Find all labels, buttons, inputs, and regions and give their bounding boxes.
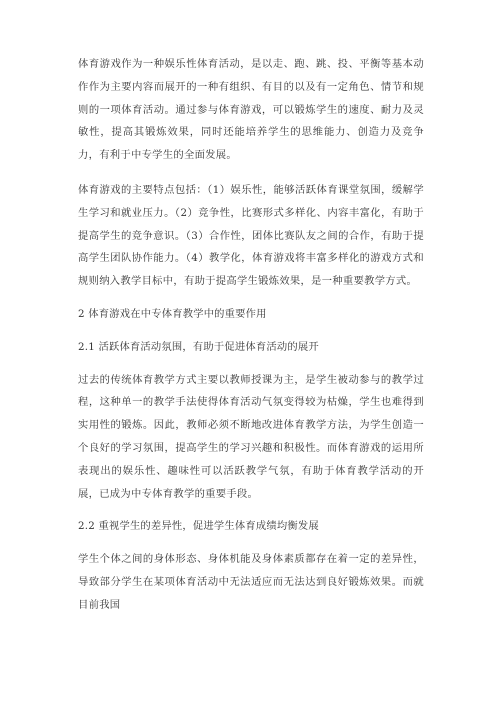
features-paragraph: 体育游戏的主要特点包括：（1）娱乐性，能够活跃体育课堂氛围，缓解学生学习和就业压力。（2）竞争性，比赛形式多样化、内容丰富化，有助于提高学生的竞争意识。（3）合作性，团体比赛队友之间的合作，有助于提高学生团队协作能力。（4）教学化，体育游戏将丰富多样化的游戏方式和规则纳入教学目标中，有助于提高学生锻炼效果，是一种重要教学方式。: [78, 183, 424, 288]
document-page: [78, 53, 424, 617]
intro-paragraph: 体育游戏作为一种娱乐性体育活动，是以走、跑、跳、投、平衡等基本动作作为主要内容而展开的一种有组织、有目的以及有一定角色、情节和规则的一项体育活动。通过参与体育游戏，可以锻炼学生的速度、耐力及灵敏性，提高其锻炼效果，同时还能培养学生的思维能力、创造力及竞争力，有利于中专学生的全面发展。: [78, 58, 424, 162]
section-heading-2: 2 体育游戏在中专体育教学中的重要作用: [78, 307, 267, 320]
subsection-heading-2-1: 2.1 活跃体育活动氛围，有助于促进体育活动的展开: [78, 340, 319, 353]
subsection-heading-2-2: 2.2 重视学生的差异性，促进学生体育成绩均衡发展: [78, 520, 319, 533]
section-2-1-paragraph: 过去的传统体育教学方式主要以教师授课为主，是学生被动参与的教学过程，这种单一的教学手法使得体育活动气氛变得较为枯燥，学生也难得到实用性的锻炼。因此，教师必须不断地改进体育教学方法，为学生创造一个良好的学习氛围，提高学生的学习兴趣和积极性。而体育游戏的运用所表现出的娱乐性、趣味性可以活跃教学气氛，有助于体育教学活动的开展，已成为中专体育教学的重要手段。: [78, 373, 424, 500]
section-2-2-paragraph: 学生个体之间的身体形态、身体机能及身体素质都存在着一定的差异性，导致部分学生在某项体育活动中无法适应而无法达到良好锻炼效果。而就目前我国: [78, 553, 424, 611]
